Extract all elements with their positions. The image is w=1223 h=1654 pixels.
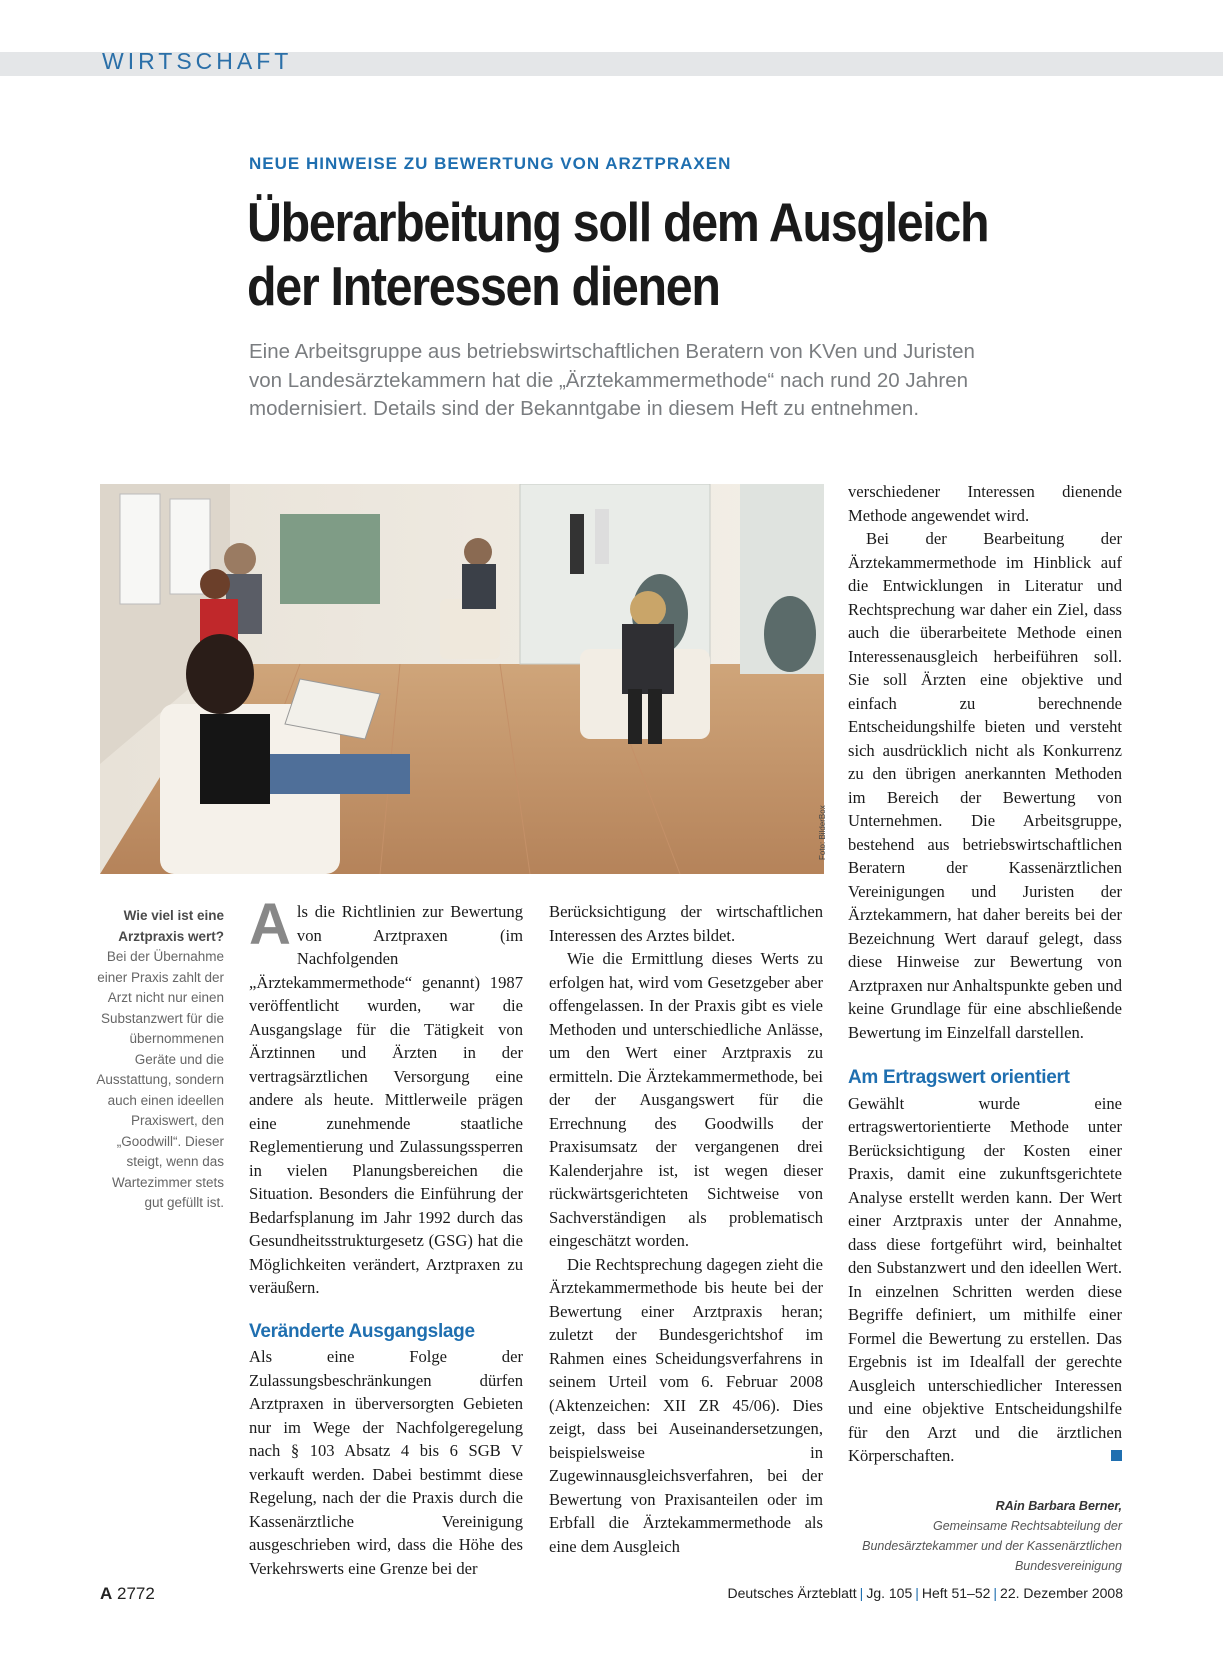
journal-volume: Jg. 105 bbox=[866, 1585, 913, 1601]
article-kicker: NEUE HINWEISE ZU BEWERTUNG VON ARZTPRAXEN bbox=[249, 154, 732, 173]
author-name: RAin Barbara Berner, bbox=[995, 1499, 1122, 1513]
article-headline bbox=[247, 190, 1039, 318]
photo-credit: Foto: BilderBox bbox=[818, 805, 827, 860]
waiting-room-photo bbox=[100, 484, 824, 874]
section-label: WIRTSCHAFT bbox=[102, 48, 293, 74]
divider: | bbox=[915, 1585, 919, 1601]
subheading-changed-situation: Veränderte Ausgangslage bbox=[249, 1320, 475, 1342]
page-number-value: 2772 bbox=[117, 1584, 155, 1603]
article-lead bbox=[249, 338, 1129, 424]
end-of-article-icon bbox=[1111, 1450, 1122, 1461]
waiting-room-illustration bbox=[100, 484, 824, 874]
journal-footer bbox=[728, 1585, 1124, 1601]
headline-line-2: der Interessen dienen bbox=[247, 255, 720, 317]
journal-issue: Heft 51–52 bbox=[921, 1585, 991, 1601]
lead-line-1: Eine Arbeitsgruppe aus betriebswirtschaftlichen Beratern von KVen und Juristen bbox=[249, 340, 975, 363]
headline-line-1: Überarbeitung soll dem Ausgleich bbox=[247, 191, 989, 253]
paragraph-text: Gewählt wurde eine ertragswertorientierte Methode unter Berücksichtigung der Kosten einer Praxis, damit eine zukunftsgerichtete Analyse erstellt werden kann. Der Wert einer Arztpraxis unter der Annahme, dass diese fortgeführt wird, beinhaltet den Substanzwert und den ideellen Wert. In einzelnen Schritten werden diese Begriffe definiert, um mithilfe einer Formel die Bewertung zu erstellen. Das Ergebnis ist im Idealfall der gerechte Ausgleich unterschiedlicher Interessen und eine objektive Entscheidungshilfe für den Arzt und die ärztlichen Körperschaften. bbox=[848, 1093, 1122, 1465]
page-number bbox=[100, 1584, 155, 1604]
page-prefix: A bbox=[100, 1584, 113, 1603]
paragraph: Bei der Bearbeitung der Ärztekammermethode im Hinblick auf die Entwicklungen in Literatur und Rechtsprechung war daher ein Ziel, dass auch die überarbeitete Methode einen Interessenausgleich herbeiführen soll. Sie soll Ärzten eine objektive und einfach zu berechnende Entscheidungshilfe bieten und versteht sich ausdrücklich nicht als Konkurrenz zu den übrigen anerkannten Methoden im Bereich der Bewertung von Unternehmen. Die Arbeitsgruppe, bestehend aus betriebswirtschaftlichen Beratern der Kassenärztlichen Vereinigungen und Juristen der Ärztekammern, hat daher bereits bei der Bezeichnung Wert darauf gelegt, dass diese Hinweise zur Bewertung von Arztpraxen nur Anhaltspunkte geben und keine Grundlage für eine abschließende Bewertung im Einzelfall darstellen. bbox=[848, 529, 1122, 1042]
caption-text: Bei der Übernahme einer Praxis zahlt der Arzt nicht nur einen Substanzwert für die übernommenen Geräte und die Ausstattung, sondern auch einen ideellen Praxiswert, den „Goodwill“. Dieser steigt, wenn das Wartezimmer stets gut gefüllt ist. bbox=[96, 949, 224, 1210]
paragraph bbox=[848, 1092, 1122, 1468]
article-column-1 bbox=[249, 892, 523, 1580]
paragraph: Berücksichtigung der wirtschaftlichen Interessen des Arztes bildet. bbox=[549, 902, 823, 945]
lead-line-2: von Landesärztekammern hat die „Ärztekammermethode“ nach rund 20 Jahren bbox=[249, 368, 969, 392]
divider: | bbox=[993, 1585, 998, 1601]
paragraph: Als eine Folge der Zulassungsbeschränkungen dürfen Arztpraxen in überversorgten Gebieten nur im Wege der Nachfolgeregelung nach § 103 Absatz 4 bis 6 SGB V verkauft werden. Dabei bestimmt diese Regelung, nach der die Praxis durch die Kassenärztliche Vereinigung ausgeschrieben wird, dass die Höhe des Verkehrswerts eine Grenze bei der bbox=[249, 1347, 523, 1578]
paragraph bbox=[249, 892, 523, 1300]
journal-date: 22. Dezember 2008 bbox=[1000, 1585, 1123, 1601]
caption-title: Wie viel ist eine Arztpraxis wert? bbox=[118, 908, 224, 944]
drop-cap: A bbox=[249, 892, 291, 957]
author-block bbox=[830, 1496, 1122, 1576]
journal-name: Deutsches Ärzteblatt bbox=[727, 1585, 857, 1601]
article-column-3 bbox=[848, 480, 1122, 1468]
paragraph-text: ls die Richtlinien zur Bewertung von Arztpraxen (im Nachfolgenden „Ärztekammermethode“ genannt) 1987 veröffentlicht wurden, war die Ausgangslage für die Tätigkeit von Ärztinnen und Ärzten in der vertragsärztlichen Versorgung eine andere als heute. Mittlerweile prägen eine zunehmende staatliche Reglementierung und Zulassungssperren in vielen Planungsbereichen die Situation. Besonders die Einführung der Bedarfsplanung im Jahr 1992 durch das Gesundheitsstrukturgesetz (GSG) hat die Möglichkeiten verändert, Arztpraxen zu veräußern. bbox=[249, 902, 523, 1297]
subheading-income-value: Am Ertragswert orientiert bbox=[848, 1067, 1070, 1088]
lead-line-3: modernisiert. Details sind der Bekanntgabe in diesem Heft zu entnehmen. bbox=[249, 397, 920, 420]
divider: | bbox=[859, 1585, 864, 1601]
paragraph: Wie die Ermittlung dieses Werts zu erfolgen hat, wird vom Gesetzgeber aber offengelassen. In der Praxis gibt es viele Methoden und unterschiedliche Anlässe, um den Wert einer Arztpraxis zu ermitteln. Die Ärztekammermethode, bei der der Ausgangswert für die Errechnung des Goodwills der Praxisumsatz der vergangenen drei Kalenderjahre ist, ist wegen dieser rückwärtsgerichteten Sichtweise von Sachverständigen als problematisch eingeschätzt worden. bbox=[549, 949, 823, 1250]
paragraph: Die Rechtsprechung dagegen zieht die Ärztekammermethode bis heute bei der Bewertung einer Arztpraxis heran; zuletzt der Bundesgerichtshof im Rahmen eines Scheidungsverfahrens in seinem Urteil vom 6. Februar 2008 (Aktenzeichen: XII ZR 45/06). Dies zeigt, dass bei Auseinandersetzungen, beispielsweise in Zugewinnausgleichsverfahren, bei der Bewertung von Praxisanteilen oder im Erbfall die Ärztekammermethode als eine dem Ausgleich bbox=[549, 1254, 823, 1556]
article-column-2 bbox=[549, 900, 823, 1558]
image-caption bbox=[96, 906, 224, 1214]
paragraph: verschiedener Interessen dienende Methode angewendet wird. bbox=[848, 482, 1122, 525]
author-affiliation: Gemeinsame Rechtsabteilung der Bundesärztekammer und der Kassenärztlichen Bundesvereinigung bbox=[862, 1519, 1122, 1573]
